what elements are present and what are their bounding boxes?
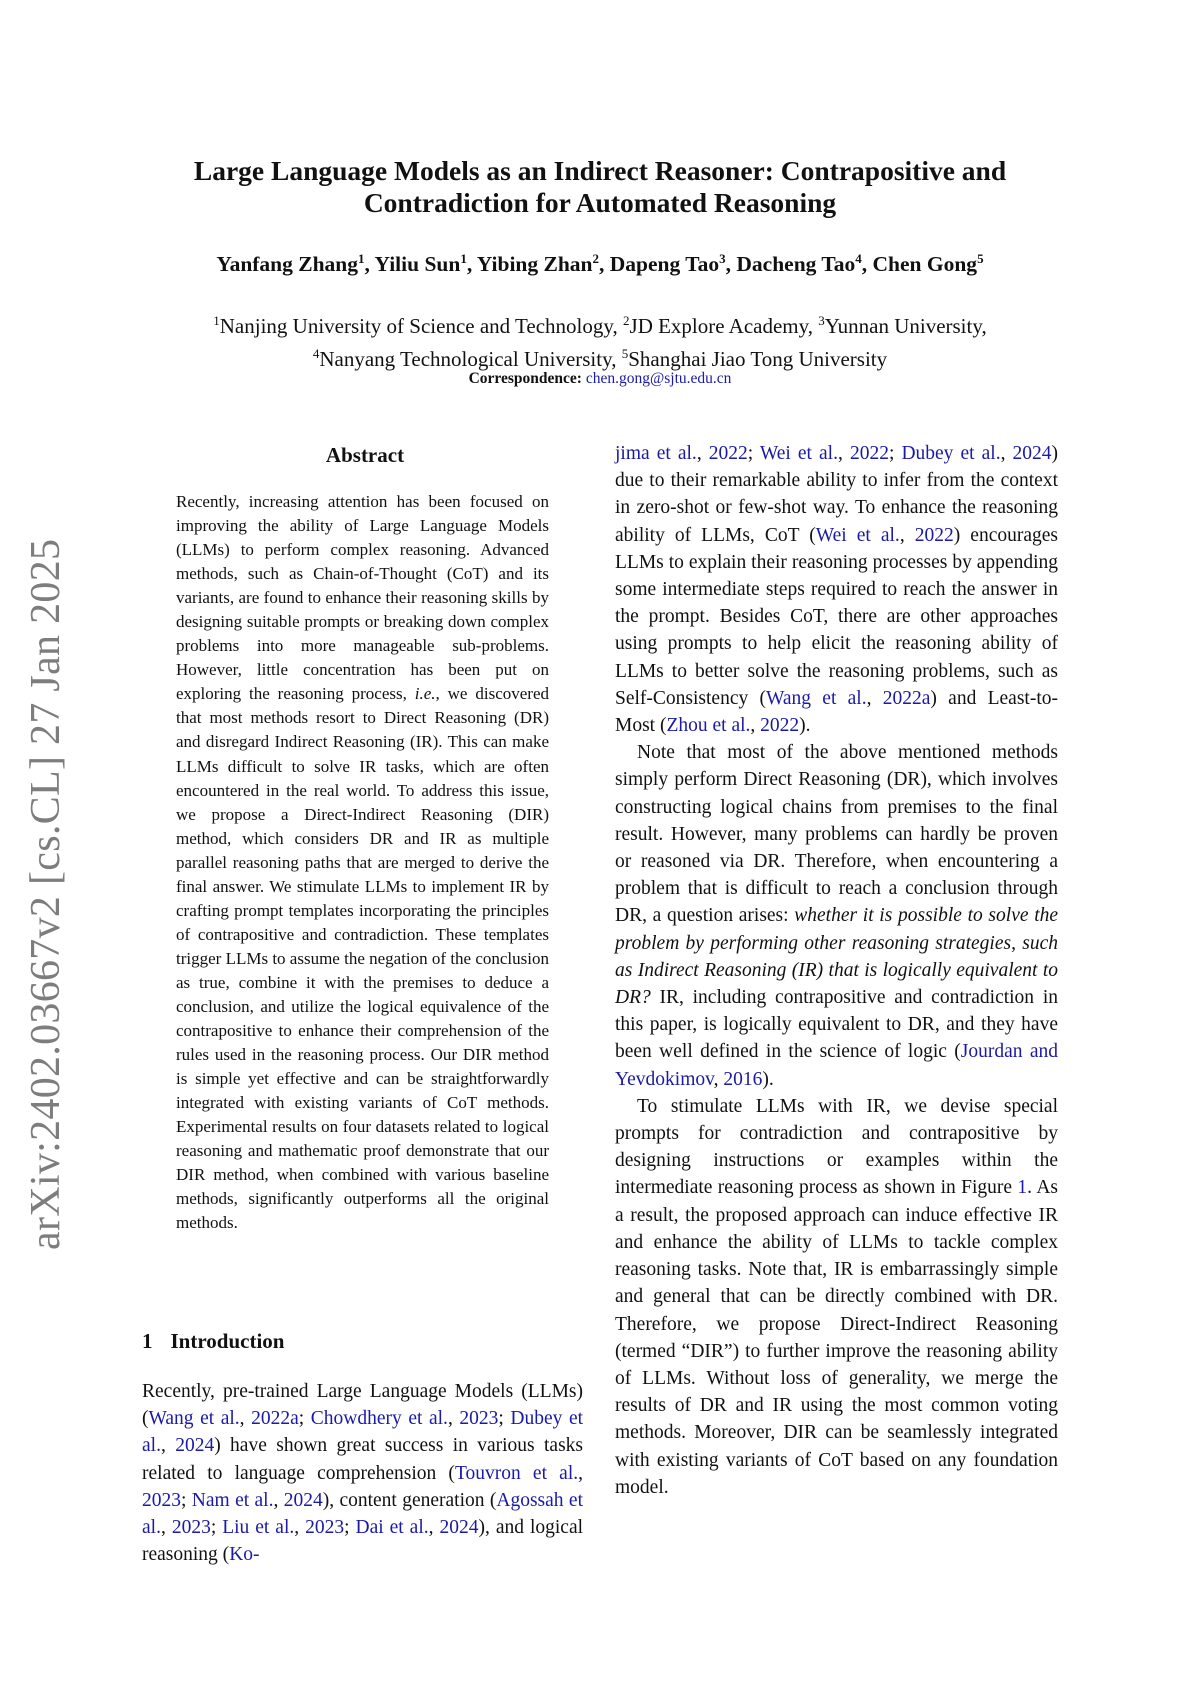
author-name: Chen Gong — [872, 252, 978, 277]
citation-link[interactable]: Wang et al. — [148, 1408, 240, 1430]
author-affiliation-marker: 3 — [719, 251, 726, 266]
affiliation-marker: 5 — [621, 346, 629, 361]
author-list: Yanfang Zhang$^1$, Yiliu Sun$^1$, Yibing Zhan$^2$, Dapeng Tao$^3$, Dacheng Tao$^4$, Chen Gong$^5$ — [216, 251, 984, 277]
correspondence-email-link[interactable]: chen.gong@sjtu.edu.cn — [585, 370, 732, 387]
abstract-heading: Abstract — [325, 443, 405, 467]
affiliation-name: Yunnan University — [824, 314, 982, 338]
affiliation-marker: 2 — [623, 313, 630, 328]
citation-link[interactable]: 2023 — [142, 1489, 181, 1511]
citation-link[interactable]: 2022 — [914, 524, 954, 546]
intro-paragraph-3: To stimulate LLMs with IR, we devise special prompts for contradiction and contrapositive by designing instructions or examples within the intermediate reasoning process as shown in Figure 1. As a result, the proposed approach can induce effective IR and enhance the ability of LLMs to tackle complex reasoning tasks. Note that, IR is embarrassingly simple and general that can be directly combined with DR. Therefore, we propose Direct-Indirect Reasoning (termed “DIR”) to further improve the reasoning ability of LLMs. Without loss of generality, we merge the results of DR and IR using the most common voting methods. Moreover, DIR can be seamlessly integrated with existing variants of CoT based on any foundation model. — [615, 1095, 1058, 1498]
citation-link[interactable]: Zhou et al. — [666, 715, 751, 737]
abstract-italic: i.e. — [414, 684, 436, 704]
citation-link[interactable]: 2023 — [459, 1408, 499, 1430]
affiliations: $^1$Nanjing University of Science and Technology, $^2$JD Explore Academy, $^3$Yunnan University, $^4$Nanyang Technological University, $^5$Shanghai Jiao Tong University — [213, 313, 987, 371]
citation-link[interactable]: Nam et al. — [191, 1489, 274, 1511]
citation-link[interactable]: Ko- — [229, 1544, 260, 1566]
citation-link[interactable]: 2022a — [251, 1408, 299, 1430]
italic-question: whether it is possible to solve the problem by performing other reasoning strategies, such as Indirect Reasoning (IR) that is logically equivalent to DR? — [615, 905, 1059, 1009]
citation-link[interactable]: 2023 — [171, 1517, 211, 1539]
introduction-left-column — [142, 1378, 583, 1568]
citation-link[interactable]: 1 — [1017, 1177, 1028, 1199]
citation-link[interactable]: Dubey et al. — [901, 443, 1001, 464]
affiliation-marker: 4 — [312, 346, 320, 361]
author-name: Yibing Zhan — [476, 252, 593, 277]
section-heading-introduction — [142, 1329, 284, 1354]
author-affiliation-marker: 2 — [592, 251, 600, 266]
author-name: Yanfang Zhang — [216, 252, 359, 277]
citation-link[interactable]: Wang et al. — [766, 687, 867, 709]
citation-link[interactable]: 2016 — [723, 1068, 763, 1090]
citation-link[interactable]: 2024 — [283, 1489, 323, 1511]
citation-link[interactable]: 2022a — [882, 687, 931, 709]
author-affiliation-marker: 5 — [977, 251, 984, 266]
affiliation-marker: 3 — [818, 313, 825, 328]
correspondence — [120, 370, 1080, 388]
author-affiliation-marker: 1 — [358, 251, 365, 266]
citation-link[interactable]: 2022 — [760, 715, 800, 737]
affiliation-name: Shanghai Jiao Tong University — [628, 347, 888, 371]
affiliation-name: Nanjing University of Science and Technology — [219, 314, 613, 338]
citation-link[interactable]: Liu et al. — [222, 1517, 295, 1539]
intro-paragraph-1: Recently, pre-trained Large Language Models (LLMs) (Wang et al., 2022a; Chowdhery et al., 2023; Dubey et al., 2024) have shown great success in various tasks related to language comprehension (Touvron et al., 2023; Nam et al., 2024), content generation (Agossah et al., 2023; Liu et al., 2023; Dai et al., 2024), and logical reasoning (Ko- — [142, 1381, 584, 1566]
citation-link[interactable]: jima et al. — [615, 443, 697, 464]
abstract-text: Recently, increasing attention has been focused on improving the ability of Large Language Models (LLMs) to perform complex reasoning. Advanced methods, such as Chain-of-Thought (CoT) and its variants, are found to enhance their reasoning skills by designing suitable prompts or breaking down complex problems into more manageable sub-problems. However, little concentration has been put on exploring the reasoning process, i.e., we discovered that most methods resort to Direct Reasoning (DR) and disregard Indirect Reasoning (IR). This can make LLMs difficult to solve IR tasks, which are often encountered in the real world. To address this issue, we propose a Direct-Indirect Reasoning (DIR) method, which considers DR and IR as multiple parallel reasoning paths that are merged to derive the final answer. We stimulate LLMs to implement IR by crafting prompt templates incorporating the principles of contrapositive and contradiction. These templates trigger LLMs to assume the negation of the conclusion as true, combine it with the premises to deduce a conclusion, and utilize the logical equivalence of the contrapositive to enhance their comprehension of the rules used in the reasoning process. Our DIR method is simple yet effective and can be straightforwardly integrated with existing variants of CoT methods. Experimental results on four datasets related to logical reasoning and mathematic proof demonstrate that our DIR method, when combined with various baseline methods, significantly outperforms all the original methods. — [176, 492, 549, 1233]
citation-link[interactable]: 2024 — [439, 1517, 479, 1539]
citation-link[interactable]: Jourdan and Yevdokimov — [615, 1041, 1058, 1090]
affiliation-name: JD Explore Academy — [629, 314, 808, 338]
affiliation-name: Nanyang Technological University — [319, 347, 612, 371]
correspondence-label: Correspondence: — [468, 370, 582, 387]
citation-link[interactable]: 2024 — [175, 1435, 215, 1457]
author-name: Yiliu Sun — [374, 252, 461, 277]
citation-link[interactable]: 2024 — [1012, 443, 1052, 464]
citation-link[interactable]: Wei et al. — [759, 443, 838, 464]
intro-paragraph-1-continued: jima et al., 2022; Wei et al., 2022; Dubey et al., 2024) due to their remarkable ability to infer from the context in zero-shot or few-shot way. To enhance the reasoning ability of LLMs, CoT (Wei et al., 2022) encourages LLMs to explain their reasoning processes by appending some intermediate steps required to reach the answer in the prompt. Besides CoT, there are other approaches using prompts to help elicit the reasoning ability of LLMs to better solve the reasoning problems, such as Self-Consistency (Wang et al., 2022a) and Least-to-Most (Zhou et al., 2022). — [615, 443, 1059, 737]
section-title: Introduction — [170, 1329, 285, 1353]
citation-link[interactable]: Touvron et al. — [454, 1462, 579, 1484]
author-name: Dacheng Tao — [736, 252, 856, 277]
paper-title: Large Language Models as an Indirect Reasoner: Contrapositive and Contradiction for Automated Reasoning — [193, 155, 1007, 218]
citation-link[interactable]: Chowdhery et al. — [310, 1408, 448, 1430]
section-number: 1 — [142, 1329, 153, 1353]
citation-link[interactable]: Wei et al. — [815, 524, 900, 546]
citation-link[interactable]: 2022 — [708, 443, 748, 464]
arxiv-identifier-stamp: arXiv:2402.03667v2 [cs.CL] 27 Jan 2025 — [23, 538, 69, 1250]
citation-link[interactable]: 2022 — [849, 443, 889, 464]
citation-link[interactable]: Dubey et al. — [142, 1408, 584, 1457]
intro-paragraph-2: Note that most of the above mentioned methods simply perform Direct Reasoning (DR), which involves constructing logical chains from premises to the final result. However, many problems can hardly be proven or reasoned via DR. Therefore, when encountering a problem that is difficult to reach a conclusion through DR, a question arises: whether it is possible to solve the problem by performing other reasoning strategies, such as Indirect Reasoning (IR) that is logically equivalent to DR? IR, including contrapositive and contradiction in this paper, is logically equivalent to DR, and they have been well defined in the science of logic (Jourdan and Yevdokimov, 2016). — [615, 742, 1059, 1090]
author-name: Dapeng Tao — [609, 252, 720, 277]
introduction-right-column — [615, 440, 1058, 1501]
affiliation-marker: 1 — [213, 313, 220, 328]
author-affiliation-marker: 4 — [855, 251, 862, 266]
citation-link[interactable]: 2023 — [305, 1517, 345, 1539]
citation-link[interactable]: Agossah et al. — [142, 1489, 583, 1539]
citation-link[interactable]: Dai et al. — [355, 1517, 429, 1539]
author-affiliation-marker: 1 — [460, 251, 467, 266]
